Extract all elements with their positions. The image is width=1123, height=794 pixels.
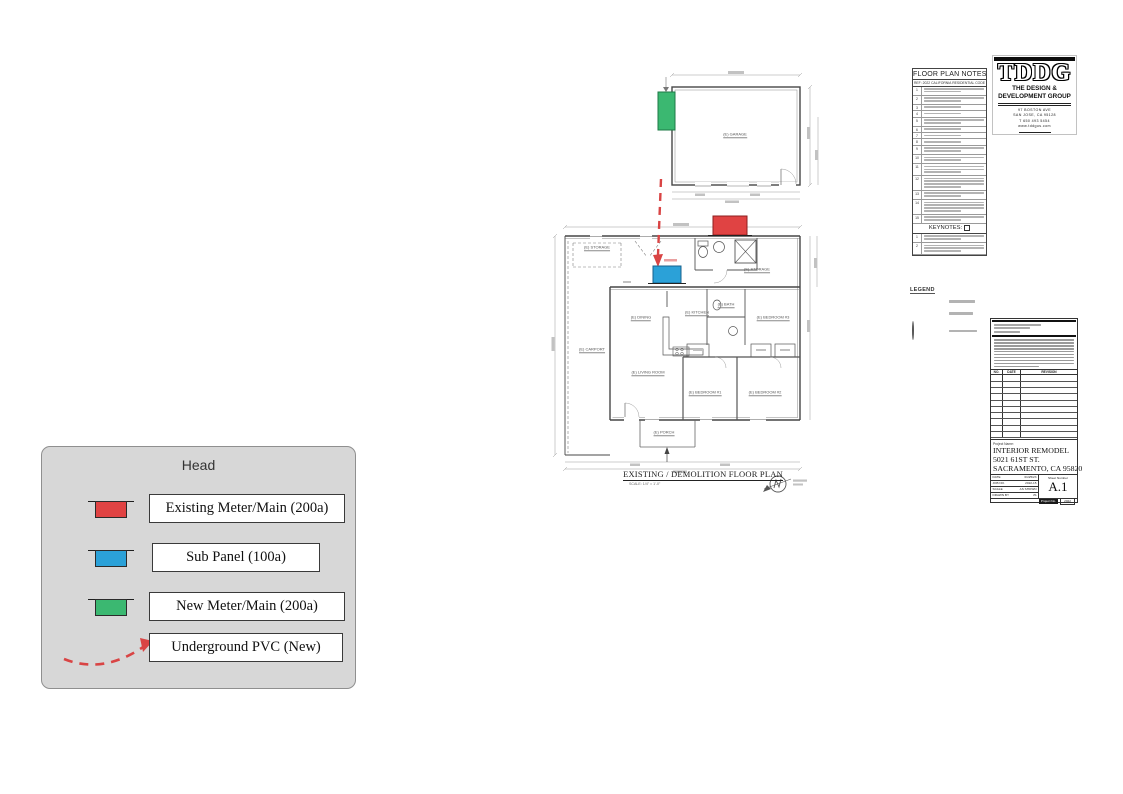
keynotes-header (913, 224, 986, 234)
firm-logo-block (992, 55, 1077, 135)
legend-row-keynote (910, 322, 986, 340)
blue-swatch-icon (95, 550, 127, 567)
note-row (913, 164, 986, 176)
note-text (922, 127, 986, 132)
sheet-number: A.1 (1048, 478, 1068, 494)
green-swatch-icon (95, 599, 127, 616)
note-text (922, 139, 986, 144)
note-number: 5 (913, 118, 922, 126)
note-row (913, 155, 986, 164)
dimension-text (552, 71, 819, 473)
floor-plan (545, 55, 905, 505)
info-row-drawn (991, 493, 1038, 498)
room-label: (E) LIVING ROOM (631, 369, 665, 375)
garage-openings (695, 169, 796, 190)
new-meter-swatch (88, 599, 134, 616)
firm-logo: TDDG (997, 60, 1072, 86)
project-name-label: Project Name: (993, 441, 1014, 446)
note-text (922, 96, 986, 104)
legend-row-text (949, 300, 975, 302)
project-number: 2022 (1060, 498, 1075, 505)
note-number: 10 (913, 155, 922, 163)
room-label: (E) STORAGE (744, 266, 770, 272)
note-row (913, 118, 986, 127)
firm-website: www.tddgus.com (1018, 124, 1051, 129)
step-arrowhead (665, 447, 670, 454)
info-value: JS (1032, 493, 1037, 498)
closet-labels (693, 349, 790, 351)
rev-col-revision: REVISION (1041, 370, 1057, 375)
room-label: (E) BEDROOM #2 (748, 389, 782, 395)
notes-subtitle: REF: 2022 CALIFORNIA RESIDENTIAL CODE (913, 80, 986, 85)
firm-tagline-2: DEVELOPMENT GROUP (998, 93, 1071, 101)
copyright-paragraph (991, 337, 1077, 370)
project-address-2: SACRAMENTO, CA 95820 (993, 464, 1083, 474)
note-number: 9 (913, 146, 922, 154)
project-number-strip (991, 498, 1077, 505)
divider (1019, 132, 1051, 133)
keynotes-title: KEYNOTES: (928, 225, 963, 232)
note-text (922, 215, 986, 223)
sheet-number-cell (1039, 475, 1077, 498)
legend-item-existing-meter[interactable]: Existing Meter/Main (200a) (149, 494, 345, 523)
info-label: DRAWN BY (992, 493, 1010, 498)
note-number: 8 (913, 139, 922, 144)
note-text (922, 146, 986, 154)
note-number: 2 (913, 96, 922, 104)
rev-col-date: DATE (1003, 370, 1021, 374)
note-text (922, 200, 986, 214)
info-label: DATE (992, 475, 1001, 480)
project-address-1: 5021 61ST ST. (993, 454, 1040, 464)
existing-meter-main-marker (708, 216, 752, 236)
note-number: 7 (913, 133, 922, 138)
divider (998, 105, 1071, 106)
note-text (922, 111, 986, 116)
info-label: SCALE (992, 487, 1003, 492)
plan-title: EXISTING / DEMOLITION FLOOR PLAN (623, 469, 783, 479)
note-number: 2 (913, 243, 922, 254)
rev-col-no: NO. (991, 370, 1003, 374)
north-arrow-text (793, 480, 807, 486)
keynote-rows (913, 234, 986, 255)
legend-row-text (949, 312, 973, 314)
interior-walls (663, 289, 800, 420)
firm-address (993, 108, 1076, 130)
dimension-lines (553, 73, 818, 471)
drawing-legend-title: LEGEND (910, 287, 935, 293)
note-row (913, 87, 986, 96)
project-number-label: Project No. (1040, 499, 1057, 504)
legend-card (41, 446, 356, 689)
note-row (913, 176, 986, 191)
legend-row-existing-wall (910, 298, 986, 305)
note-text (922, 243, 986, 254)
note-number: 4 (913, 111, 922, 116)
note-text (922, 118, 986, 126)
note-text (922, 155, 986, 163)
sub-panel-marker (648, 266, 686, 284)
floor-plan-drawing (545, 55, 905, 505)
address-line: T 650 493 5454 (1019, 118, 1050, 123)
legend-item-underground-pvc[interactable]: Underground PVC (New) (149, 633, 343, 662)
note-text (922, 164, 986, 175)
new-meter-main-marker (658, 77, 675, 130)
notes-rows (913, 87, 986, 224)
legend-row-demo-wall (910, 310, 986, 317)
room-label: (E) CARPORT (579, 346, 605, 352)
sub-panel-swatch (88, 550, 134, 567)
room-label: (E) BATH (717, 301, 735, 307)
note-row (913, 146, 986, 155)
note-row (913, 234, 986, 243)
note-row (913, 215, 986, 224)
note-text (922, 191, 986, 199)
sheet-number-label: Sheet Number (1048, 475, 1068, 480)
note-number: 11 (913, 164, 922, 175)
notes-title: FLOOR PLAN NOTES (913, 70, 987, 78)
info-label: JOB NO. (992, 481, 1005, 486)
note-text (922, 105, 986, 110)
room-label: (E) PORCH (653, 429, 675, 435)
room-label: (E) STORAGE (584, 244, 610, 250)
address-line: 97 BOSTON AVE (1017, 107, 1052, 112)
note-row (913, 243, 986, 255)
house-openings (590, 233, 766, 423)
sheet-info-grid (991, 474, 1077, 498)
note-row (913, 191, 986, 200)
note-text (922, 176, 986, 190)
sheet-info-left (991, 475, 1039, 498)
stamp-text (991, 324, 1077, 333)
note-text (922, 133, 986, 138)
revision-row (991, 432, 1077, 438)
note-number: 14 (913, 200, 922, 214)
legend-row-text (949, 330, 977, 332)
info-value: 2022-15 (1025, 481, 1037, 486)
circle-keynote-icon (910, 322, 944, 340)
room-label: (E) BEDROOM #1 (688, 389, 722, 395)
keynote-square-icon (964, 225, 970, 231)
note-number: 3 (913, 105, 922, 110)
note-number: 15 (913, 215, 922, 223)
project-name: INTERIOR REMODEL (993, 445, 1070, 455)
floor-plan-notes-panel (912, 68, 987, 256)
divider (998, 103, 1071, 104)
room-label: (E) DINING (630, 314, 652, 320)
existing-meter-swatch (88, 501, 134, 518)
drawing-legend (910, 278, 986, 345)
bathroom-top (695, 238, 757, 283)
room-label: (E) KITCHEN (685, 309, 709, 315)
note-row (913, 200, 986, 215)
info-value: AS SHOWN (1019, 487, 1037, 492)
note-row (913, 96, 986, 105)
plan-scale-note: SCALE: 1/4" = 1'-0" (629, 482, 661, 486)
disclaimer-revisions-block (990, 318, 1078, 440)
room-label: (E) GARAGE (723, 131, 747, 137)
address-line: SAN JOSE, CA 95128 (1013, 113, 1056, 118)
project-info-block (990, 440, 1083, 504)
firm-tagline-1: THE DESIGN & (1012, 85, 1057, 93)
note-text (922, 234, 986, 242)
revision-rows (991, 375, 1077, 438)
note-number: 1 (913, 234, 922, 242)
info-value: 01/25/23 (1024, 475, 1037, 480)
note-number: 6 (913, 127, 922, 132)
legend-item-new-meter[interactable]: New Meter/Main (200a) (149, 592, 345, 621)
divider (992, 320, 1076, 322)
legend-item-sub-panel[interactable]: Sub Panel (100a) (152, 543, 320, 572)
legend-card-title: Head (181, 457, 216, 473)
red-swatch-icon (95, 501, 127, 518)
note-number: 13 (913, 191, 922, 199)
note-number: 1 (913, 87, 922, 95)
room-label: (E) BEDROOM #3 (756, 314, 790, 320)
note-text (922, 87, 986, 95)
note-number: 12 (913, 176, 922, 190)
